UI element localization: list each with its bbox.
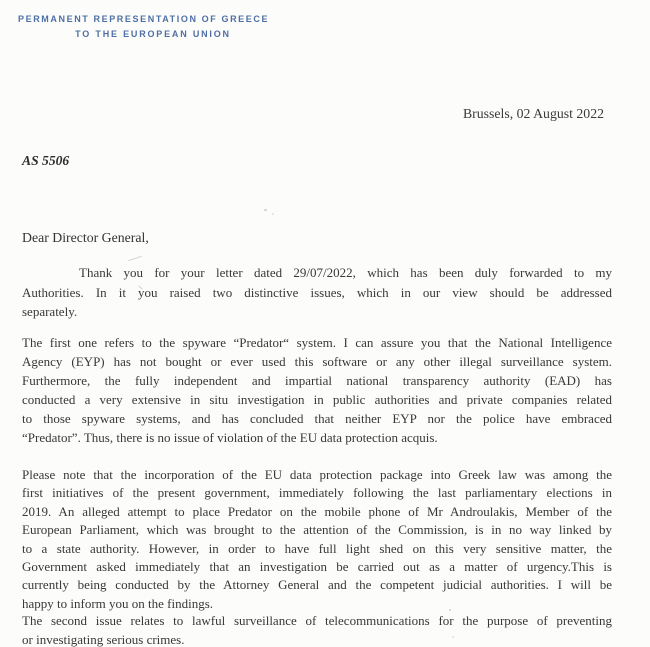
letterhead-line1: PERMANENT REPRESENTATION OF GREECE [18, 14, 270, 24]
paragraph-line: conducted a very extensive in situ investigation in public authorities and private companies related [22, 392, 612, 407]
paragraph-thanks [22, 263, 612, 322]
paragraph-line: The second issue relates to lawful surveillance of telecommunications for the purpose of preventing [22, 613, 612, 628]
paragraph-line: to those spyware systems, and has concluded that neither EYP nor the police have embraced [22, 411, 612, 426]
dateline: Brussels, 02 August 2022 [462, 106, 604, 121]
paragraph-line: Please note that the incorporation of the EU data protection package into Greek law was among the [22, 467, 612, 482]
paragraph-line: separately. [22, 304, 78, 319]
scan-artifact [452, 636, 454, 638]
paragraph-line: happy to inform you on the findings. [22, 595, 214, 611]
scan-artifact [449, 609, 451, 611]
paragraph-line: Furthermore, the fully independent and impartial national transparency authority (EAD) has [22, 373, 612, 388]
paragraph-line: or investigating serious crimes. [22, 632, 185, 647]
paragraph-line: to a state authority. However, in order to have full light shed on this very sensitive matter, the [22, 540, 612, 556]
paragraph-second-issue [22, 611, 612, 647]
paragraph-line: “Predator”. Thus, there is no issue of violation of the EU data protection acquis. [22, 430, 438, 445]
paragraph-line: Government asked immediately that an investigation be carried out as a matter of urgency.This is [22, 559, 612, 575]
paragraph-line: Authorities. In it you raised two distinctive issues, which in our view should be addressed [22, 284, 612, 300]
letterhead [18, 14, 288, 39]
paragraph-line: The first one refers to the spyware “Predator“ system. I can assure you that the National Intelligence [22, 335, 612, 350]
paragraph-line: currently being conducted by the Attorney General and the competent judicial authorities. I will be [22, 577, 612, 593]
salutation: Dear Director General, [22, 230, 149, 245]
paragraph-data-protection [22, 466, 612, 613]
paragraph-line: Agency (EYP) has not bought or ever used this software or any other illegal surveillance system. [22, 354, 612, 369]
paragraph-predator [22, 333, 612, 447]
paragraph-line: 2019. An alleged attempt to place Predator on the mobile phone of Mr Androulakis, Member of the [22, 503, 612, 519]
scan-artifact [264, 209, 267, 211]
paragraph-line: first initiatives of the present government, immediately following the last parliamentary elections in [22, 485, 612, 501]
paragraph-line: Thank you for your letter dated 29/07/2022, which has been duly forwarded to my [79, 265, 612, 280]
letterhead-line2: TO THE EUROPEAN UNION [75, 29, 231, 39]
scan-artifact [128, 256, 142, 261]
scan-artifact [272, 213, 274, 215]
reference-number: AS 5506 [22, 153, 70, 168]
paragraph-line: European Parliament, which was brought to the attention of the Commission, is in no way linked by [22, 522, 612, 538]
